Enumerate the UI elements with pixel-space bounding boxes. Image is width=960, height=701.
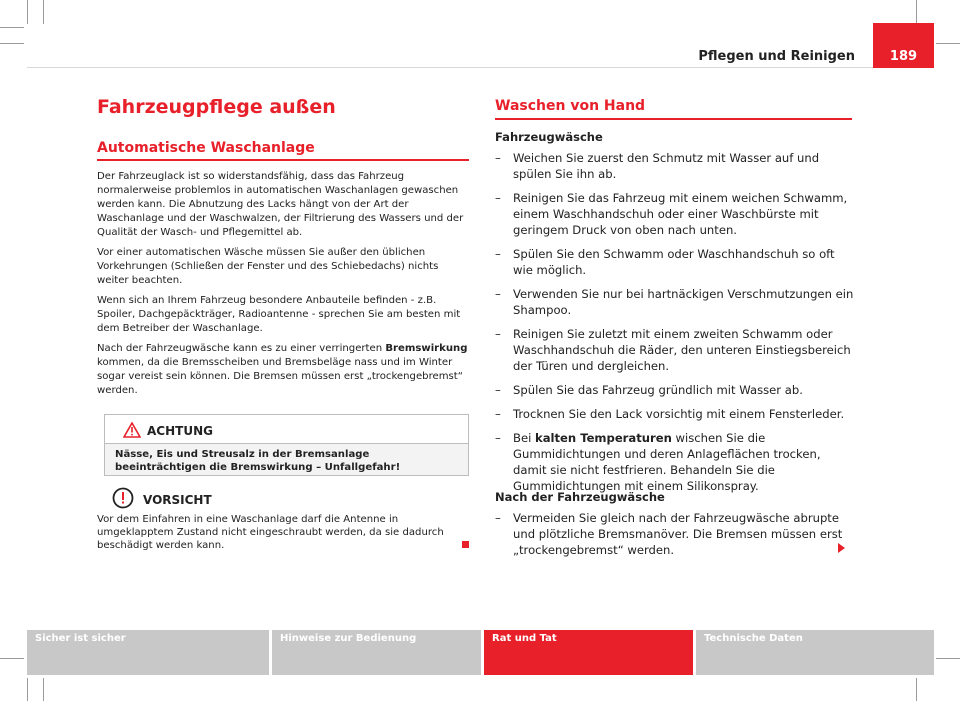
section-title: Pflegen und Reinigen: [698, 49, 855, 64]
crop-mark: [936, 658, 960, 659]
footer-tab-sicher[interactable]: [27, 630, 269, 675]
text-run: kommen, da die Bremsscheiben und Bremsbeläge nass und im Winter sogar vereist sein können. Die Bremsen müssen erst „trockengebremst“ werden.: [97, 357, 463, 396]
section-heading: Waschen von Hand: [495, 98, 646, 114]
footer-tab-label: Technische Daten: [704, 633, 803, 644]
footer-tab-rat-und-tat[interactable]: [484, 630, 693, 675]
step-list: [495, 150, 855, 502]
warning-header: [105, 415, 468, 444]
list-item-text: Reinigen Sie zuletzt mit einem zweiten Schwamm oder Waschhandschuh die Räder, den unteren Einstiegsbereich der Türen und dergleichen.: [513, 327, 851, 373]
heading-rule: [495, 118, 852, 120]
dash-bullet: –: [495, 191, 501, 205]
paragraph: Vor einer automatischen Wäsche müssen Sie außer den üblichen Vorkehrungen (Schließen der Fenster und des Schiebedachs) nichts weiter beachten.: [97, 247, 439, 286]
list-item: [495, 326, 855, 374]
list-item: [495, 150, 855, 182]
list-item-text: Spülen Sie den Schwamm oder Waschhandschuh so oft wie möglich.: [513, 247, 835, 277]
crop-mark: [43, 678, 44, 701]
footer-tab-label: Sicher ist sicher: [35, 633, 126, 644]
list-item-text: Weichen Sie zuerst den Schmutz mit Wasser auf und spülen Sie ihn ab.: [513, 151, 820, 181]
crop-mark: [43, 0, 44, 24]
paragraph: Wenn sich an Ihrem Fahrzeug besondere Anbauteile befinden - z.B. Spoiler, Dachgepäckträger, Radioantenne - sprechen Sie am besten mit dem Betreiber der Waschanlage.: [97, 295, 461, 334]
list-item-text: Vermeiden Sie gleich nach der Fahrzeugwäsche abrupte und plötzliche Bremsmanöver. Die Bremsen müssen erst „trockengebremst“ werden.: [513, 511, 843, 557]
caution-icon: [112, 487, 134, 509]
warning-triangle-icon: [123, 422, 141, 438]
continue-arrow-icon: [838, 543, 845, 553]
list-item: [495, 286, 855, 318]
dash-bullet: –: [495, 247, 501, 261]
list-item: [495, 406, 855, 422]
warning-text: Nässe, Eis und Streusalz in der Bremsanlage beeinträchtigen die Bremswirkung – Unfallgefahr!: [115, 449, 401, 473]
caution-text: Vor dem Einfahren in eine Waschanlage darf die Antenne in umgeklapptem Zustand nicht eingeschraubt werden, da sie dadurch beschädigt werden kann.: [97, 514, 444, 551]
heading-rule: [97, 159, 469, 161]
step-list: [495, 510, 855, 566]
list-item: [495, 246, 855, 278]
crop-mark: [916, 0, 917, 24]
dash-bullet: –: [495, 327, 501, 341]
list-item-text: Reinigen Sie das Fahrzeug mit einem weichen Schwamm, einem Waschhandschuh oder einer Waschbürste mit geringem Druck von oben nach unten.: [513, 191, 848, 237]
page-title: Fahrzeugpflege außen: [97, 96, 336, 118]
caution-title: VORSICHT: [143, 493, 212, 507]
paragraph: [97, 342, 469, 398]
bold-term: Bremswirkung: [385, 343, 468, 354]
text-run: wischen Sie die Gummidichtungen und deren Anlageflächen trocken, damit sie nicht festfrieren. Behandeln Sie die Gummidichtungen mit einem Silikonspray.: [513, 431, 821, 493]
bold-term: kalten Temperaturen: [535, 431, 672, 445]
section-heading: Automatische Waschanlage: [97, 140, 315, 156]
dash-bullet: –: [495, 151, 501, 165]
crop-mark: [0, 658, 24, 659]
text-run: Bei: [513, 431, 535, 445]
footer-tab-bedienung[interactable]: [272, 630, 481, 675]
dash-bullet: –: [495, 287, 501, 301]
crop-mark: [936, 43, 960, 44]
list-item: [495, 190, 855, 238]
subheading: Nach der Fahrzeugwäsche: [495, 490, 665, 504]
dash-bullet: –: [495, 383, 501, 397]
dash-bullet: –: [495, 431, 501, 445]
list-item: [495, 430, 855, 494]
dash-bullet: –: [495, 511, 501, 525]
crop-mark: [27, 0, 28, 24]
header-rule: [27, 67, 934, 68]
crop-mark: [0, 43, 24, 44]
warning-box: [104, 414, 469, 476]
footer-tab-label: Hinweise zur Bedienung: [280, 633, 417, 644]
paragraph: Der Fahrzeuglack ist so widerstandsfähig, dass das Fahrzeug normalerweise problemlos in automatischen Waschanlagen gewaschen werden kann. Die Abnutzung des Lacks hängt von der Art der Waschanlage und der Waschwalzen, der Filtrierung des Wassers und der Qualität der Wasch- und Pflegemittel ab.: [97, 171, 464, 238]
section-end-marker: [462, 541, 469, 548]
crop-mark: [916, 678, 917, 701]
subheading: Fahrzeugwäsche: [495, 130, 603, 144]
list-item-text: Trocknen Sie den Lack vorsichtig mit einem Fensterleder.: [513, 407, 845, 421]
footer-tab-label: Rat und Tat: [492, 633, 557, 644]
page-number: 189: [889, 49, 918, 64]
dash-bullet: –: [495, 407, 501, 421]
warning-title: ACHTUNG: [147, 424, 213, 438]
list-item: [495, 510, 855, 558]
footer-tab-technische-daten[interactable]: [696, 630, 934, 675]
crop-mark: [0, 27, 24, 28]
crop-mark: [27, 678, 28, 701]
body-text: [97, 170, 469, 404]
list-item-text: Spülen Sie das Fahrzeug gründlich mit Wasser ab.: [513, 383, 803, 397]
list-item: [495, 382, 855, 398]
text-run: Nach der Fahrzeugwäsche kann es zu einer verringerten: [97, 343, 386, 354]
list-item-text: Verwenden Sie nur bei hartnäckigen Verschmutzungen ein Shampoo.: [513, 287, 854, 317]
